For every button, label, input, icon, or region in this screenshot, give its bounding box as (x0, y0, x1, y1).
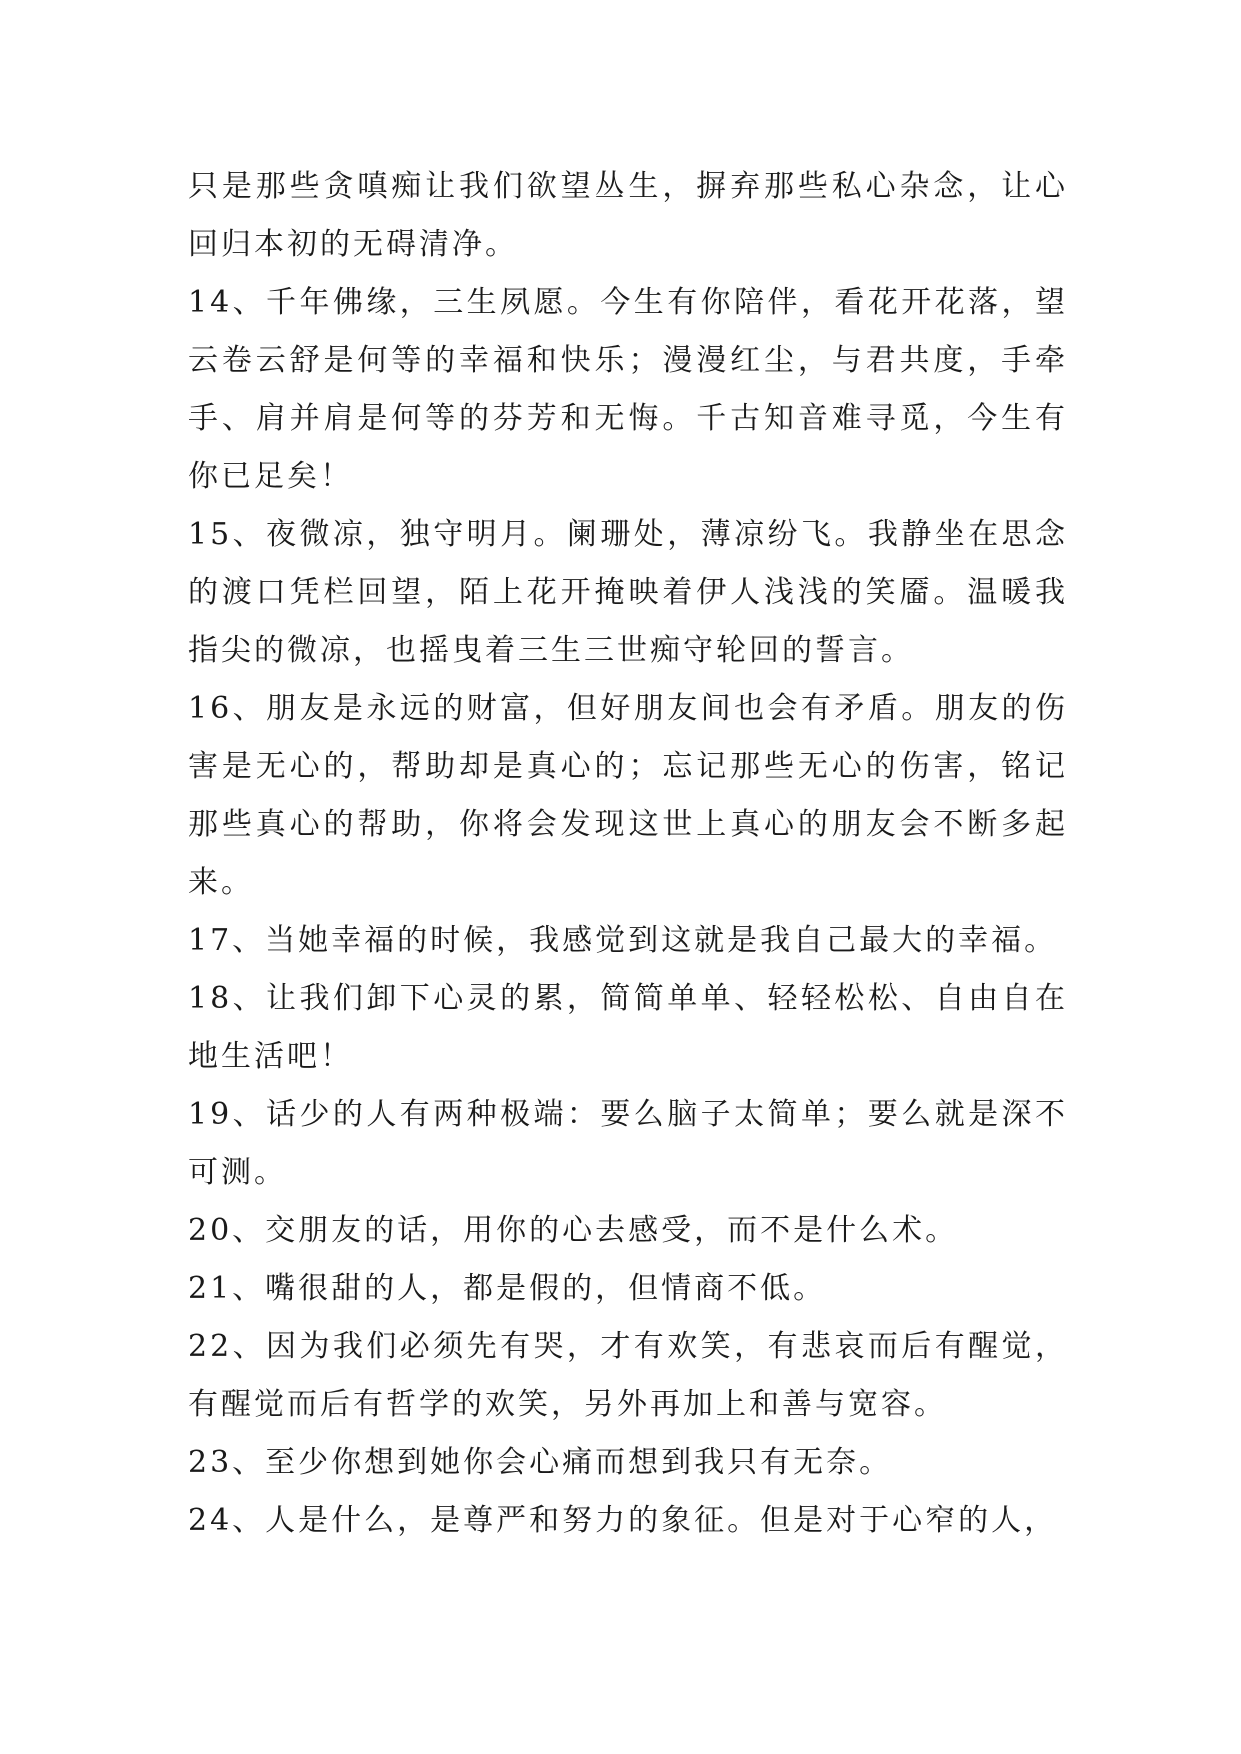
body-text (188, 158, 1068, 1550)
paragraph: 20、交朋友的话，用你的心去感受，而不是什么术。 (188, 1213, 959, 1248)
paragraph: 只是那些贪嗔痴让我们欲望丛生，摒弃那些私心杂念，让心回归本初的无碍清净。 (188, 169, 1068, 262)
paragraph: 16、朋友是永远的财富，但好朋友间也会有矛盾。朋友的伤害是无心的，帮助却是真心的；忘记那些无心的伤害，铭记那些真心的帮助，你将会发现这世上真心的朋友会不断多起来。 (188, 691, 1068, 900)
paragraph: 24、人是什么，是尊严和努力的象征。但是对于心窄的人， (188, 1503, 1058, 1538)
paragraph: 23、至少你想到她你会心痛而想到我只有无奈。 (188, 1445, 893, 1480)
paragraph: 22、因为我们必须先有哭，才有欢笑，有悲哀而后有醒觉，有醒觉而后有哲学的欢笑，另外再加上和善与宽容。 (188, 1329, 1068, 1422)
paragraph: 19、话少的人有两种极端：要么脑子太简单；要么就是深不可测。 (188, 1097, 1068, 1190)
paragraph: 14、千年佛缘，三生夙愿。今生有你陪伴，看花开花落，望云卷云舒是何等的幸福和快乐；漫漫红尘，与君共度，手牵手、肩并肩是何等的芬芳和无悔。千古知音难寻觅，今生有你已足矣！ (188, 285, 1068, 494)
paragraph: 18、让我们卸下心灵的累，简简单单、轻轻松松、自由自在地生活吧！ (188, 981, 1068, 1074)
paragraph: 21、嘴很甜的人，都是假的，但情商不低。 (188, 1271, 827, 1306)
paragraph: 15、夜微凉，独守明月。阑珊处，薄凉纷飞。我静坐在思念的渡口凭栏回望，陌上花开掩映着伊人浅浅的笑靥。温暖我指尖的微凉，也摇曳着三生三世痴守轮回的誓言。 (188, 517, 1068, 668)
paragraph: 17、当她幸福的时候，我感觉到这就是我自己最大的幸福。 (188, 923, 1058, 958)
